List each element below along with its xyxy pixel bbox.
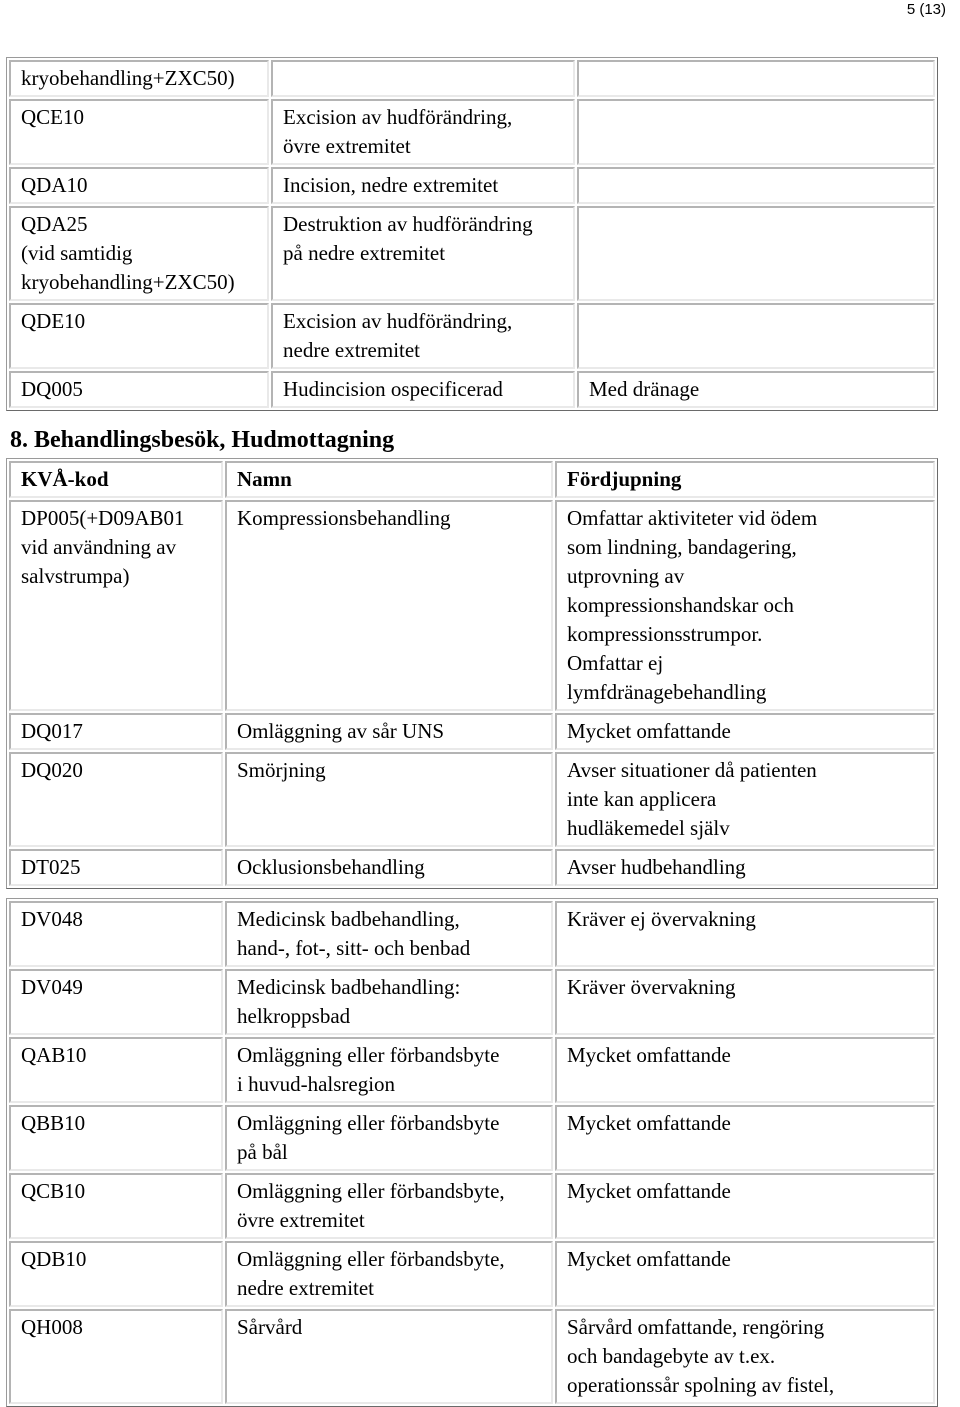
- table-row: [9, 1173, 935, 1239]
- name-cell: Incision, nedre extremitet: [271, 167, 575, 204]
- name-cell: Destruktion av hudförändring på nedre extremitet: [271, 206, 575, 301]
- name-cell: Omläggning eller förbandsbyte, nedre extremitet: [225, 1241, 553, 1307]
- table-row: [9, 849, 935, 886]
- table-row: [9, 167, 935, 204]
- code-cell: DT025: [9, 849, 223, 886]
- detail-cell: Med dränage: [577, 371, 935, 408]
- detail-cell: [577, 167, 935, 204]
- table-row: [9, 99, 935, 165]
- detail-cell: Mycket omfattande: [555, 713, 935, 750]
- table-row: [9, 1037, 935, 1103]
- detail-cell: [577, 206, 935, 301]
- detail-cell: [577, 99, 935, 165]
- name-cell: Smörjning: [225, 752, 553, 847]
- section-heading: 8. Behandlingsbesök, Hudmottagning: [10, 427, 395, 453]
- column-header-name: Namn: [225, 461, 553, 498]
- table-row: [9, 371, 935, 408]
- table-row: [9, 303, 935, 369]
- name-cell: Medicinsk badbehandling, hand-, fot-, sitt- och benbad: [225, 901, 553, 967]
- code-cell: DP005(+D09AB01 vid användning av salvstrumpa): [9, 500, 223, 711]
- code-cell: QCE10: [9, 99, 269, 165]
- procedure-table-continued: [6, 57, 938, 411]
- table-row: [9, 713, 935, 750]
- code-cell: QDB10: [9, 1241, 223, 1307]
- detail-cell: Avser hudbehandling: [555, 849, 935, 886]
- table-row: [9, 1241, 935, 1307]
- name-cell: Hudincision ospecificerad: [271, 371, 575, 408]
- table-row: [9, 206, 935, 301]
- code-cell: DQ020: [9, 752, 223, 847]
- code-cell: QDA10: [9, 167, 269, 204]
- name-cell: Kompressionsbehandling: [225, 500, 553, 711]
- name-cell: Omläggning eller förbandsbyte i huvud-halsregion: [225, 1037, 553, 1103]
- detail-cell: Mycket omfattande: [555, 1173, 935, 1239]
- table-row: [9, 1309, 935, 1404]
- detail-cell: Sårvård omfattande, rengöring och bandagebyte av t.ex. operationssår spolning av fistel,: [555, 1309, 935, 1404]
- code-cell: QCB10: [9, 1173, 223, 1239]
- detail-cell: [577, 303, 935, 369]
- table-row: [9, 60, 935, 97]
- detail-cell: Mycket omfattande: [555, 1037, 935, 1103]
- code-cell: QH008: [9, 1309, 223, 1404]
- name-cell: Omläggning eller förbandsbyte, övre extremitet: [225, 1173, 553, 1239]
- detail-cell: Mycket omfattande: [555, 1105, 935, 1171]
- name-cell: Medicinsk badbehandling: helkroppsbad: [225, 969, 553, 1035]
- name-cell: Omläggning av sår UNS: [225, 713, 553, 750]
- detail-cell: Kräver ej övervakning: [555, 901, 935, 967]
- column-header-detail: Fördjupning: [555, 461, 935, 498]
- name-cell: Sårvård: [225, 1309, 553, 1404]
- name-cell: Excision av hudförändring, övre extremitet: [271, 99, 575, 165]
- code-cell: QDE10: [9, 303, 269, 369]
- code-cell: DQ005: [9, 371, 269, 408]
- detail-cell: Mycket omfattande: [555, 1241, 935, 1307]
- code-cell: DQ017: [9, 713, 223, 750]
- detail-cell: [577, 60, 935, 97]
- code-cell: DV049: [9, 969, 223, 1035]
- code-cell: DV048: [9, 901, 223, 967]
- header-row: [9, 461, 935, 498]
- table-row: [9, 752, 935, 847]
- name-cell: [271, 60, 575, 97]
- code-cell: kryobehandling+ZXC50): [9, 60, 269, 97]
- code-cell: QBB10: [9, 1105, 223, 1171]
- section-8-table-continued: [6, 898, 938, 1407]
- table-row: [9, 969, 935, 1035]
- column-header-code: KVÅ-kod: [9, 461, 223, 498]
- code-cell: QDA25 (vid samtidig kryobehandling+ZXC50): [9, 206, 269, 301]
- page-number: 5 (13): [906, 1, 946, 18]
- table-row: [9, 1105, 935, 1171]
- table-row: [9, 500, 935, 711]
- code-cell: QAB10: [9, 1037, 223, 1103]
- name-cell: Ocklusionsbehandling: [225, 849, 553, 886]
- section-8-table: [6, 458, 938, 889]
- table-row: [9, 901, 935, 967]
- detail-cell: Kräver övervakning: [555, 969, 935, 1035]
- detail-cell: Omfattar aktiviteter vid ödem som lindning, bandagering, utprovning av kompressionshandskar och kompressionsstrumpor. Omfattar ej lymfdränagebehandling: [555, 500, 935, 711]
- detail-cell: Avser situationer då patienten inte kan applicera hudläkemedel själv: [555, 752, 935, 847]
- name-cell: Excision av hudförändring, nedre extremitet: [271, 303, 575, 369]
- name-cell: Omläggning eller förbandsbyte på bål: [225, 1105, 553, 1171]
